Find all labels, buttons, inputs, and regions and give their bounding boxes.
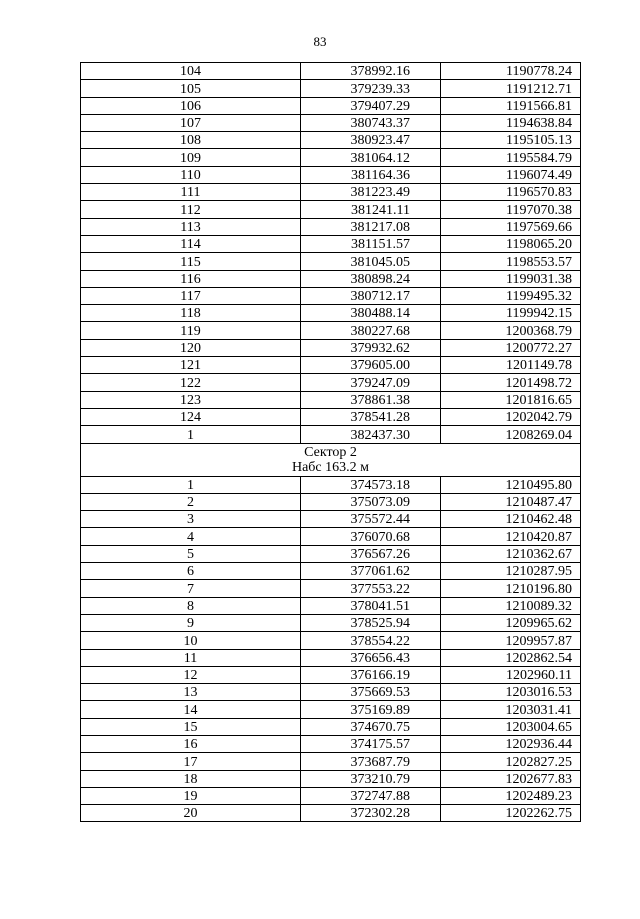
point-number-cell: 20 — [81, 805, 301, 822]
x-coordinate-cell: 382437.30 — [301, 426, 441, 443]
y-coordinate-cell: 1199031.38 — [441, 270, 581, 287]
x-coordinate-cell: 375572.44 — [301, 511, 441, 528]
point-number-cell: 109 — [81, 149, 301, 166]
table-row — [81, 339, 581, 356]
table-row — [81, 735, 581, 752]
point-number-cell: 110 — [81, 166, 301, 183]
point-number-cell: 108 — [81, 132, 301, 149]
point-number-cell: 16 — [81, 735, 301, 752]
x-coordinate-cell: 375669.53 — [301, 684, 441, 701]
point-number-cell: 17 — [81, 753, 301, 770]
point-number-cell: 105 — [81, 80, 301, 97]
x-coordinate-cell: 376166.19 — [301, 666, 441, 683]
x-coordinate-cell: 376567.26 — [301, 545, 441, 562]
point-number-cell: 11 — [81, 649, 301, 666]
table-row — [81, 684, 581, 701]
table-row — [81, 511, 581, 528]
point-number-cell: 111 — [81, 184, 301, 201]
point-number-cell: 119 — [81, 322, 301, 339]
y-coordinate-cell: 1196074.49 — [441, 166, 581, 183]
table-row — [81, 270, 581, 287]
table-row — [81, 80, 581, 97]
point-number-cell: 2 — [81, 493, 301, 510]
sector-header-cell — [81, 443, 581, 476]
x-coordinate-cell: 372302.28 — [301, 805, 441, 822]
point-number-cell: 123 — [81, 391, 301, 408]
y-coordinate-cell: 1195584.79 — [441, 149, 581, 166]
point-number-cell: 10 — [81, 632, 301, 649]
x-coordinate-cell: 378041.51 — [301, 597, 441, 614]
page-number: 83 — [313, 34, 327, 49]
table-row — [81, 201, 581, 218]
table-row — [81, 218, 581, 235]
table-row — [81, 770, 581, 787]
y-coordinate-cell: 1210089.32 — [441, 597, 581, 614]
point-number-cell: 117 — [81, 287, 301, 304]
table-row — [81, 718, 581, 735]
y-coordinate-cell: 1202960.11 — [441, 666, 581, 683]
x-coordinate-cell: 381241.11 — [301, 201, 441, 218]
x-coordinate-cell: 377553.22 — [301, 580, 441, 597]
y-coordinate-cell: 1208269.04 — [441, 426, 581, 443]
y-coordinate-cell: 1194638.84 — [441, 114, 581, 131]
table-row — [81, 132, 581, 149]
y-coordinate-cell: 1196570.83 — [441, 184, 581, 201]
y-coordinate-cell: 1203016.53 — [441, 684, 581, 701]
sector-header-row — [81, 443, 581, 476]
point-number-cell: 1 — [81, 476, 301, 493]
x-coordinate-cell: 378992.16 — [301, 63, 441, 80]
point-number-cell: 121 — [81, 357, 301, 374]
table-row — [81, 563, 581, 580]
table-row — [81, 253, 581, 270]
x-coordinate-cell: 378861.38 — [301, 391, 441, 408]
table-row — [81, 391, 581, 408]
x-coordinate-cell: 380743.37 — [301, 114, 441, 131]
point-number-cell: 15 — [81, 718, 301, 735]
y-coordinate-cell: 1195105.13 — [441, 132, 581, 149]
point-number-cell: 116 — [81, 270, 301, 287]
y-coordinate-cell: 1210287.95 — [441, 563, 581, 580]
table-row — [81, 63, 581, 80]
table-row — [81, 114, 581, 131]
y-coordinate-cell: 1201149.78 — [441, 357, 581, 374]
x-coordinate-cell: 374175.57 — [301, 735, 441, 752]
y-coordinate-cell: 1203004.65 — [441, 718, 581, 735]
point-number-cell: 5 — [81, 545, 301, 562]
y-coordinate-cell: 1197569.66 — [441, 218, 581, 235]
table-row — [81, 649, 581, 666]
x-coordinate-cell: 379932.62 — [301, 339, 441, 356]
sector-title: Сектор 2 — [304, 444, 357, 460]
y-coordinate-cell: 1210495.80 — [441, 476, 581, 493]
x-coordinate-cell: 372747.88 — [301, 787, 441, 804]
table-row — [81, 666, 581, 683]
x-coordinate-cell: 375073.09 — [301, 493, 441, 510]
table-row — [81, 305, 581, 322]
table-row — [81, 476, 581, 493]
table-row — [81, 97, 581, 114]
x-coordinate-cell: 376656.43 — [301, 649, 441, 666]
x-coordinate-cell: 379239.33 — [301, 80, 441, 97]
sector-height: Набс 163.2 м — [291, 459, 370, 475]
x-coordinate-cell: 379605.00 — [301, 357, 441, 374]
table-row — [81, 426, 581, 443]
table-row — [81, 701, 581, 718]
y-coordinate-cell: 1203031.41 — [441, 701, 581, 718]
y-coordinate-cell: 1191212.71 — [441, 80, 581, 97]
x-coordinate-cell: 381217.08 — [301, 218, 441, 235]
y-coordinate-cell: 1209965.62 — [441, 614, 581, 631]
point-number-cell: 9 — [81, 614, 301, 631]
y-coordinate-cell: 1210362.67 — [441, 545, 581, 562]
x-coordinate-cell: 381151.57 — [301, 235, 441, 252]
y-coordinate-cell: 1199942.15 — [441, 305, 581, 322]
point-number-cell: 118 — [81, 305, 301, 322]
table-row — [81, 374, 581, 391]
x-coordinate-cell: 377061.62 — [301, 563, 441, 580]
point-number-cell: 1 — [81, 426, 301, 443]
table-row — [81, 149, 581, 166]
point-number-cell: 107 — [81, 114, 301, 131]
y-coordinate-cell: 1201498.72 — [441, 374, 581, 391]
table-row — [81, 528, 581, 545]
point-number-cell: 113 — [81, 218, 301, 235]
x-coordinate-cell: 373687.79 — [301, 753, 441, 770]
coordinates-table-body-sector-2 — [81, 476, 581, 822]
point-number-cell: 115 — [81, 253, 301, 270]
y-coordinate-cell: 1198553.57 — [441, 253, 581, 270]
y-coordinate-cell: 1200772.27 — [441, 339, 581, 356]
point-number-cell: 112 — [81, 201, 301, 218]
table-row — [81, 805, 581, 822]
point-number-cell: 12 — [81, 666, 301, 683]
x-coordinate-cell: 378541.28 — [301, 408, 441, 425]
y-coordinate-cell: 1202827.25 — [441, 753, 581, 770]
table-row — [81, 287, 581, 304]
x-coordinate-cell: 381223.49 — [301, 184, 441, 201]
x-coordinate-cell: 380712.17 — [301, 287, 441, 304]
table-row — [81, 493, 581, 510]
y-coordinate-cell: 1202042.79 — [441, 408, 581, 425]
y-coordinate-cell: 1210487.47 — [441, 493, 581, 510]
point-number-cell: 4 — [81, 528, 301, 545]
coordinates-table — [80, 62, 581, 822]
x-coordinate-cell: 380898.24 — [301, 270, 441, 287]
point-number-cell: 104 — [81, 63, 301, 80]
point-number-cell: 18 — [81, 770, 301, 787]
table-row — [81, 632, 581, 649]
point-number-cell: 122 — [81, 374, 301, 391]
x-coordinate-cell: 374573.18 — [301, 476, 441, 493]
table-row — [81, 322, 581, 339]
y-coordinate-cell: 1202862.54 — [441, 649, 581, 666]
point-number-cell: 19 — [81, 787, 301, 804]
table-row — [81, 166, 581, 183]
point-number-cell: 124 — [81, 408, 301, 425]
y-coordinate-cell: 1210462.48 — [441, 511, 581, 528]
table-row — [81, 614, 581, 631]
x-coordinate-cell: 373210.79 — [301, 770, 441, 787]
sector-header-group — [81, 443, 581, 476]
y-coordinate-cell: 1202677.83 — [441, 770, 581, 787]
point-number-cell: 7 — [81, 580, 301, 597]
y-coordinate-cell: 1210196.80 — [441, 580, 581, 597]
table-row — [81, 580, 581, 597]
x-coordinate-cell: 379407.29 — [301, 97, 441, 114]
point-number-cell: 120 — [81, 339, 301, 356]
x-coordinate-cell: 374670.75 — [301, 718, 441, 735]
table-row — [81, 753, 581, 770]
x-coordinate-cell: 378554.22 — [301, 632, 441, 649]
y-coordinate-cell: 1210420.87 — [441, 528, 581, 545]
coordinates-table-body-sector-1 — [81, 63, 581, 444]
x-coordinate-cell: 380227.68 — [301, 322, 441, 339]
table-row — [81, 235, 581, 252]
table-row — [81, 184, 581, 201]
table-row — [81, 597, 581, 614]
y-coordinate-cell: 1202262.75 — [441, 805, 581, 822]
y-coordinate-cell: 1202936.44 — [441, 735, 581, 752]
y-coordinate-cell: 1190778.24 — [441, 63, 581, 80]
y-coordinate-cell: 1202489.23 — [441, 787, 581, 804]
y-coordinate-cell: 1198065.20 — [441, 235, 581, 252]
x-coordinate-cell: 381064.12 — [301, 149, 441, 166]
table-row — [81, 408, 581, 425]
y-coordinate-cell: 1200368.79 — [441, 322, 581, 339]
x-coordinate-cell: 381045.05 — [301, 253, 441, 270]
table-row — [81, 357, 581, 374]
point-number-cell: 6 — [81, 563, 301, 580]
table-row — [81, 545, 581, 562]
point-number-cell: 14 — [81, 701, 301, 718]
x-coordinate-cell: 379247.09 — [301, 374, 441, 391]
table-row — [81, 787, 581, 804]
point-number-cell: 114 — [81, 235, 301, 252]
y-coordinate-cell: 1191566.81 — [441, 97, 581, 114]
point-number-cell: 8 — [81, 597, 301, 614]
y-coordinate-cell: 1201816.65 — [441, 391, 581, 408]
point-number-cell: 3 — [81, 511, 301, 528]
point-number-cell: 106 — [81, 97, 301, 114]
x-coordinate-cell: 380488.14 — [301, 305, 441, 322]
y-coordinate-cell: 1199495.32 — [441, 287, 581, 304]
y-coordinate-cell: 1197070.38 — [441, 201, 581, 218]
y-coordinate-cell: 1209957.87 — [441, 632, 581, 649]
x-coordinate-cell: 378525.94 — [301, 614, 441, 631]
x-coordinate-cell: 380923.47 — [301, 132, 441, 149]
x-coordinate-cell: 376070.68 — [301, 528, 441, 545]
x-coordinate-cell: 375169.89 — [301, 701, 441, 718]
point-number-cell: 13 — [81, 684, 301, 701]
x-coordinate-cell: 381164.36 — [301, 166, 441, 183]
